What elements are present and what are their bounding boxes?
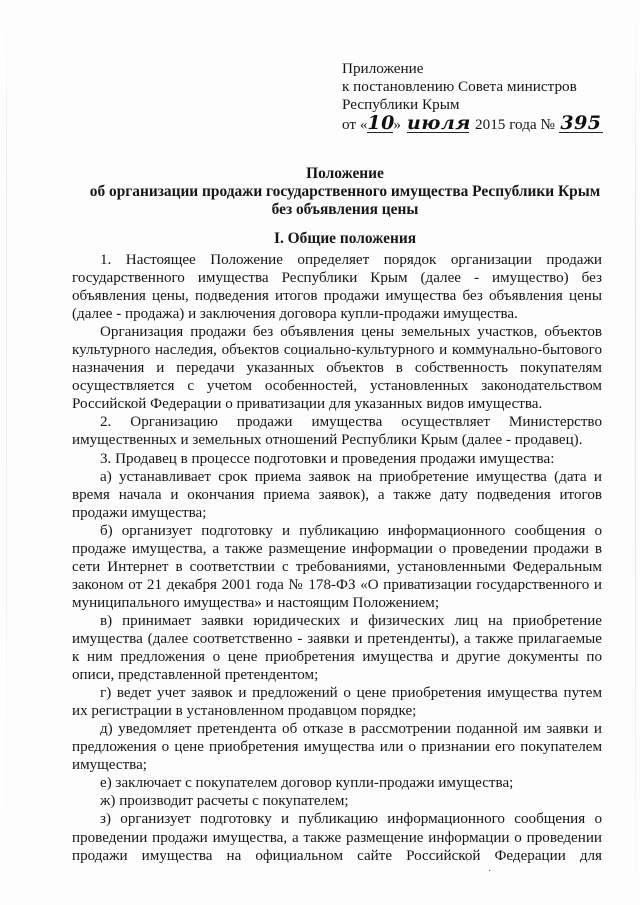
- paragraph-4: 3. Продавец в процессе подготовки и проведения продажи имущества:: [100, 450, 555, 467]
- paragraph-2: Организация продажи без объявления цены земельных участков, объектов культурного наследия, объектов социально-культурного и коммунально-бытового назначения и передачи указанных объектов в собственность покупателям осуществляется с учетом особенностей, установленных законодательством Российской Федерации о приватизации для указанных видов имущества.: [72, 324, 602, 413]
- title-line-1: Положение: [306, 165, 384, 182]
- document-title: [60, 165, 630, 219]
- approval-line-3: Республики Крым: [342, 96, 460, 113]
- handwritten-day: 10: [367, 112, 395, 134]
- date-year-text: 2015 года №: [475, 116, 555, 133]
- paragraph-3: 2. Организацию продажи имущества осуществляет Министерство имущественных и земельных отношений Республики Крым (далее - продавец).: [72, 414, 602, 449]
- paragraph-10: е) заключает с покупателем договор купли-продажи имущества;: [100, 775, 514, 792]
- paragraph-5: а) устанавливает срок приема заявок на приобретение имущества (дата и время начала и окончания приема заявок), а также дату подведения итогов продажи имущества;: [72, 468, 602, 521]
- scan-edge-left: [6, 0, 7, 905]
- paragraph-1: 1. Настоящее Положение определяет порядок организации продажи государственного имущества Республики Крым (далее - имущество) без объявления цены, подведения итогов продажи имущества без объявления цены (далее - продажа) и заключения договора купли-продажи имущества.: [72, 252, 602, 323]
- approval-line-1: Приложение: [342, 60, 424, 77]
- title-line-2: об организации продажи государственного имущества Республики Крым: [89, 183, 601, 200]
- date-prefix: от «: [342, 116, 368, 133]
- title-line-3: без объявления цены: [271, 201, 419, 218]
- paragraph-12: з) организует подготовку и публикацию информационного сообщения о проведении продажи имущества, а также размещение информации о проведении продажи имущества на официальном сайте Российской Федерации для: [72, 811, 602, 864]
- paragraph-8: г) ведет учет заявок и предложений о цене приобретения имущества путем их регистрации в установленном продавцом порядке;: [72, 685, 602, 720]
- handwritten-doc-number: 395: [560, 112, 602, 134]
- scan-edge-right: [635, 0, 636, 905]
- paragraph-7: в) принимает заявки юридических и физических лиц на приобретение имущества (далее соответственно - заявки и претенденты), а также прилагаемые к ним предложения о цене приобретения имущества и другие документы по описи, представленной претендентом;: [72, 612, 602, 684]
- section-heading: I. Общие положения: [273, 230, 417, 247]
- approval-date-line: [342, 114, 603, 134]
- date-quote-close: »: [393, 116, 402, 133]
- approval-block: [342, 60, 603, 134]
- paragraph-11: ж) производит расчеты с покупателем;: [100, 793, 349, 810]
- handwritten-month: июля: [407, 112, 471, 134]
- paragraph-6: б) организует подготовку и публикацию информационного сообщения о продаже имущества, а также размещение информации о проведении продажи в сети Интернет в соответствии с требованиями, установленными Федеральным законом от 21 декабря 2001 года № 178-ФЗ «О приватизации государственного и муниципального имущества» и настоящим Положением;: [72, 522, 602, 611]
- approval-line-2: к постановлению Совета министров: [342, 78, 577, 95]
- paragraph-9: д) уведомляет претендента об отказе в рассмотрении поданной им заявки и предложения о цене приобретения имущества или о признании его покупателем имущества;: [72, 721, 602, 774]
- stray-scan-mark: ·: [488, 866, 492, 877]
- document-body: [72, 251, 602, 865]
